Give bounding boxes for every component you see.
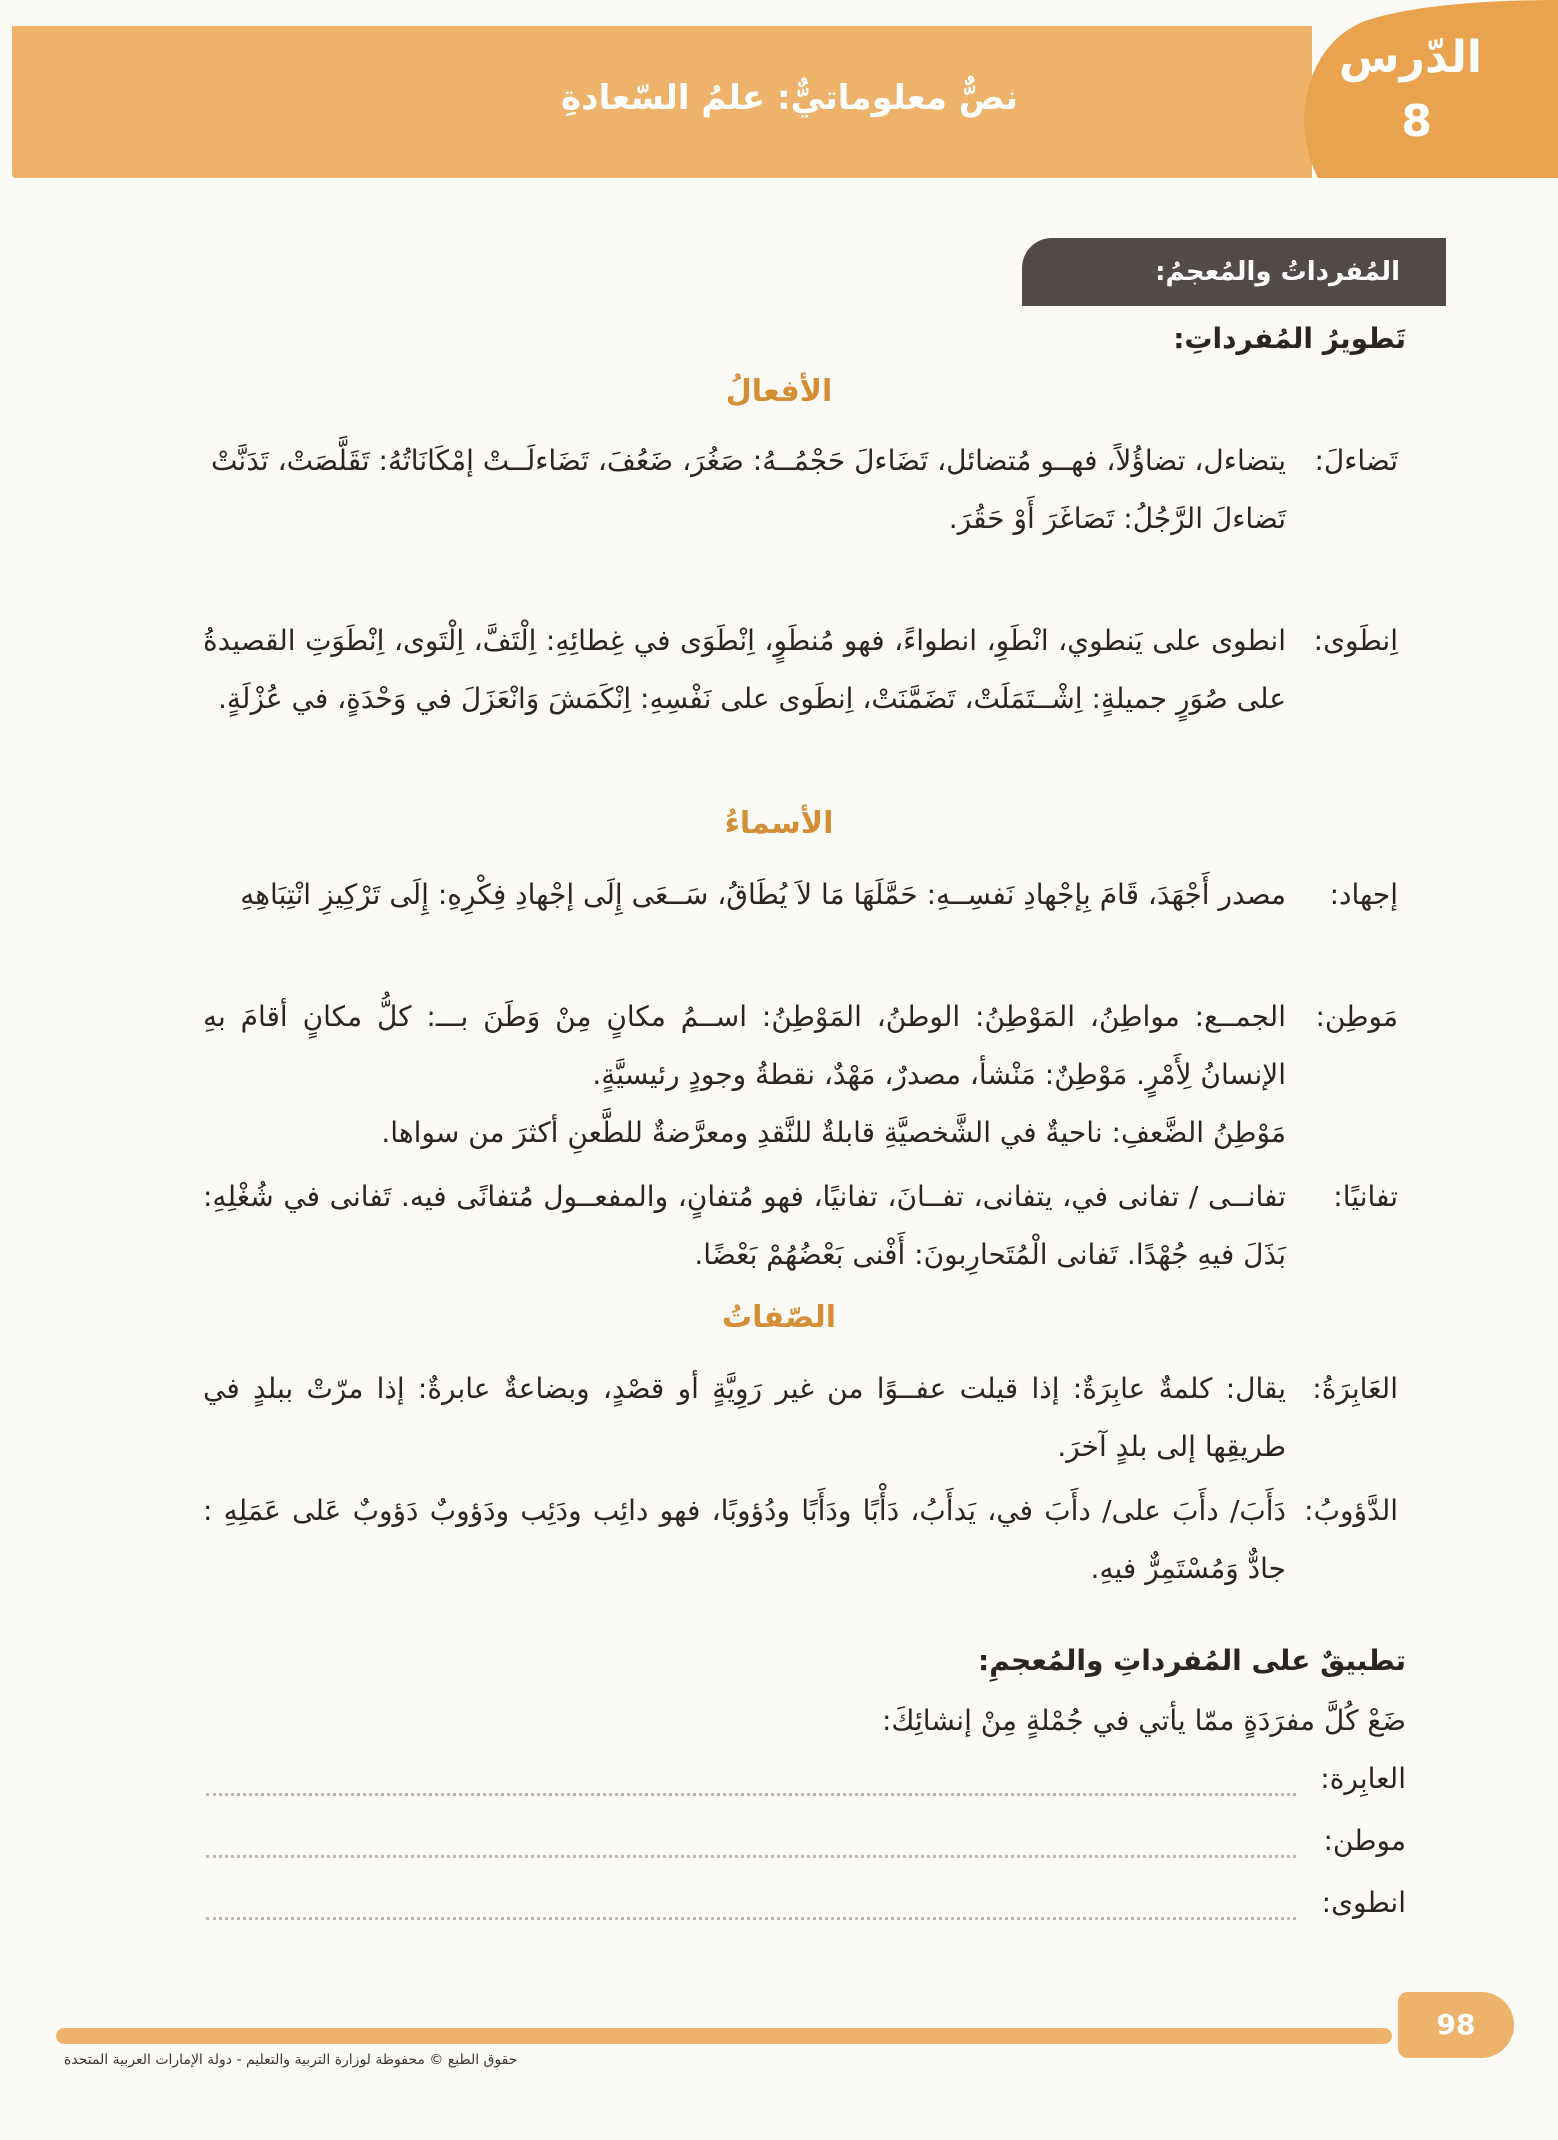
entry-term: العَابِرَةُ: xyxy=(1312,1372,1398,1405)
copyright-notice: حقوق الطبع © محفوظة لوزارة التربية والتعليم - دولة الإمارات العربية المتحدة xyxy=(64,2052,518,2068)
lesson-label: الدّرس xyxy=(1338,32,1482,83)
entry-definition: يتضاءل، تضاؤُلاً، فهــو مُتضائل، تَضَاءلَ حَجْمُــهُ: صَغُرَ، ضَعُفَ، تَضَاءلَــتْ إمْكَانَاتُهُ: تَقَلَّصَتْ، تَدَنَّتْ xyxy=(210,444,1286,477)
answer-line[interactable] xyxy=(206,1917,1296,1920)
entry-term: مَوطِن: xyxy=(1315,1000,1398,1033)
entry-definition: دَأَبَ/ دأَبَ على/ دأَبَ في، يَدأَبُ، دَأْبًا ودَأَبًا ودُؤوبًا، فهو دائِب ودَئِب ودَؤوبٌ دَؤوبٌ عَلى عَمَلِهِ : جادٌّ وَمُسْتَمِرٌّ فيهِ. xyxy=(203,1494,1286,1585)
entry-definition-extra: تَضاءلَ الرَّجُلُ: تَصَاغَرَ أَوْ حَقُرَ. xyxy=(948,502,1286,535)
vocab-entry xyxy=(203,988,1398,1162)
answer-label: العابِرة: xyxy=(1320,1762,1406,1795)
entry-term: تَضاءلَ: xyxy=(1314,444,1398,477)
answer-row xyxy=(206,1886,1406,1926)
category-verbs: الأفعالُ xyxy=(725,374,833,409)
answer-line[interactable] xyxy=(206,1793,1296,1796)
answer-line[interactable] xyxy=(206,1855,1296,1858)
section-ribbon-label: المُفرداتُ والمُعجمُ: xyxy=(1155,257,1400,287)
vocab-entry xyxy=(203,1482,1398,1598)
page-number: 98 xyxy=(1398,1992,1514,2058)
entry-term: تفانيًا: xyxy=(1333,1180,1398,1213)
entry-definition: تفانــى / تفانى في، يتفانى، تفــانَ، تفانيًا، فهو مُتفانٍ، والمفعــول مُتفانًى فيه. تَفانى في شُغْلِهِ: بَذَلَ فيهِ جُهْدًا. تَفانى الْمُتَحارِبونَ: أَفْنى بَعْضُهُمْ بَعْضًا. xyxy=(203,1180,1286,1271)
entry-term: اِنطَوى: xyxy=(1313,624,1398,657)
vocab-entry xyxy=(203,612,1398,728)
vocab-subheading: تَطويرُ المُفرداتِ: xyxy=(1173,322,1406,355)
answer-label: انطوى: xyxy=(1321,1886,1406,1919)
entry-definition: الجمــع: مواطِنُ، المَوْطِنُ: الوطنُ، المَوْطِنُ: اســمُ مكانٍ مِنْ وَطَنَ بـــ: كلُّ مكانٍ أقامَ بهِ الإنسانُ لِأَمْرٍ. مَوْطِنٌ: مَنْشأ، مصدرٌ، مَهْدٌ، نقطةُ وجودٍ رئيسيَّةٍ. xyxy=(203,1000,1286,1091)
category-adjectives: الصّفاتُ xyxy=(721,1300,837,1335)
answer-row xyxy=(206,1762,1406,1802)
answer-row xyxy=(206,1824,1406,1864)
entry-definition: انطوى على يَنطوي، انْطَوِ، انطواءً، فهو مُنطَوٍ، اِنْطَوَى في غِطائِهِ: اِلْتَفَّ، اِلْتَوى، اِنْطَوَتِ القصيدةُ على صُوَرٍ جميلةٍ: اِشْــتَمَلَتْ، تَضَمَّنَتْ، اِنطَوى على نَفْسِهِ: اِنْكَمَشَ وَانْعَزَلَ في وَحْدَةٍ، في عُزْلَةٍ. xyxy=(203,624,1286,715)
entry-term: إجهاد: xyxy=(1329,878,1398,911)
page-title: نصٌّ معلوماتيٌّ: علمُ السّعادةِ xyxy=(561,78,1018,118)
answer-label: موطن: xyxy=(1323,1824,1406,1857)
vocab-entry xyxy=(203,866,1398,924)
entry-definition: يقال: كلمةٌ عابِرَةٌ: إذا قيلت عفــوًا من غير رَوِيَّةٍ أو قصْدٍ، وبضاعةٌ عابرةٌ: إذا مرّتْ ببلدٍ في طريقِها إلى بلدٍ آخرَ. xyxy=(203,1372,1286,1463)
application-heading: تطبيقٌ على المُفرداتِ والمُعجمِ: xyxy=(978,1644,1406,1677)
footer-bar xyxy=(56,2028,1392,2044)
application-prompt: ضَعْ كُلَّ مفرَدَةٍ ممّا يأتي في جُمْلةٍ مِنْ إنشائِكَ: xyxy=(881,1704,1406,1737)
entry-term: الدَّؤوبُ: xyxy=(1304,1494,1398,1527)
entry-definition-extra: مَوْطِنُ الضَّعفِ: ناحيةٌ في الشَّخصيَّةِ قابلةٌ للنَّقدِ ومعرَّضةٌ للطَّعنِ أكثرَ من سواها. xyxy=(381,1116,1286,1149)
category-nouns: الأسماءُ xyxy=(724,806,834,841)
vocab-entry xyxy=(203,1168,1398,1284)
vocab-entry xyxy=(203,1360,1398,1476)
lesson-badge-shape xyxy=(1278,0,1558,178)
lesson-number: 8 xyxy=(1401,96,1432,147)
section-ribbon xyxy=(1022,238,1446,306)
entry-definition: مصدر أَجْهَدَ، قَامَ بِإجْهادِ نَفسِــهِ: حَمَّلَهَا مَا لاَ يُطَاقُ، سَــعَى إِلَى إجْهادِ فِكْرِهِ: إِلَى تَرْكِيزِ انْتِبَاهِهِ xyxy=(240,878,1286,911)
vocab-entry xyxy=(203,432,1398,548)
